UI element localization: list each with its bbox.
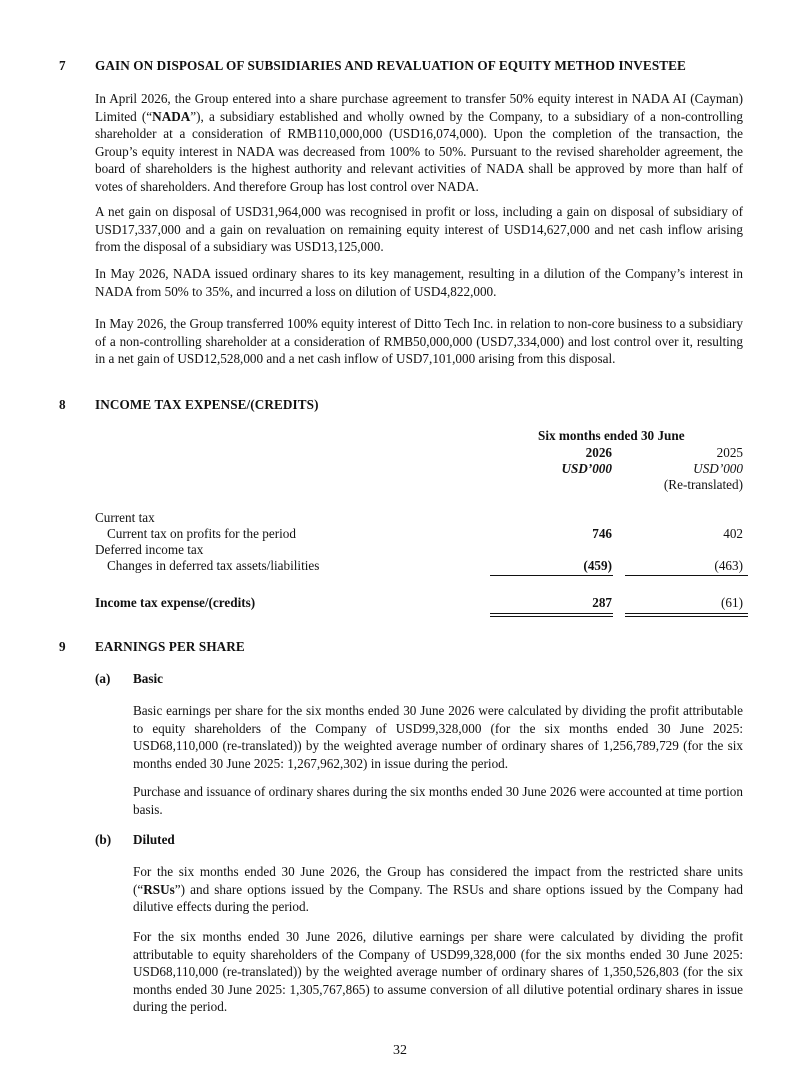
deferred-tax-heading: Deferred income tax <box>95 542 204 557</box>
section-7-number: 7 <box>59 58 66 73</box>
current-tax-label: Current tax on profits for the period <box>107 526 296 541</box>
column-unit-2026: USD’000 <box>561 461 612 476</box>
section-7-title: GAIN ON DISPOSAL OF SUBSIDIARIES AND REVALUATION OF EQUITY METHOD INVESTEE <box>95 58 686 73</box>
basic-eps-paragraph-2: Purchase and issuance of ordinary shares during the six months ended 30 June 2026 were accounted at time portion basis. <box>133 784 743 817</box>
diluted-eps-paragraph-2: For the six months ended 30 June 2026, dilutive earnings per share were calculated by dividing the profit attributable to equity shareholders of the Company of USD99,328,000 (for the six months ended 30 June 2025: USD68,110,000 (re-translated)) by the weighted average number of ordinary shares of 1,350,526,803 (for the six months ended 30 June 2025: 1,305,767,865) to assume conversion of all dilutive potential ordinary shares in issue during the period. <box>133 929 743 1014</box>
diluted-eps-paragraph-1 <box>133 863 743 916</box>
defined-term: RSUs <box>143 881 175 897</box>
section-7-paragraph-4: In May 2026, the Group transferred 100% equity interest of Ditto Tech Inc. in relation to non-core business to a subsidiary of a non-controlling shareholder at a consideration of RMB50,000,000 (USD7,334,000) and lost control over it, resulting in a net gain of USD12,528,000 and a net cash inflow of USD7,101,000 arising from this disposal. <box>95 316 743 366</box>
current-tax-2025: 402 <box>723 526 743 541</box>
total-double-rule-top-2025 <box>625 613 748 614</box>
total-double-rule-bottom-2025 <box>625 616 748 617</box>
subsection-b-title: Diluted <box>133 832 175 847</box>
column-year-2026: 2026 <box>585 445 612 460</box>
section-7-paragraph-3: In May 2026, NADA issued ordinary shares to its key management, resulting in a dilution of the Company’s interest in NADA from 50% to 35%, and incurred a loss on dilution of USD4,822,000. <box>95 266 743 299</box>
deferred-tax-2025: (463) <box>714 558 743 573</box>
current-tax-2026: 746 <box>592 526 612 541</box>
subsection-b-label: (b) <box>95 832 112 847</box>
deferred-tax-label: Changes in deferred tax assets/liabilities <box>107 558 320 573</box>
deferred-tax-2026: (459) <box>583 558 612 573</box>
paragraph-text: ”) and share options issued by the Company. The RSUs and share options issued by the Company had dilutive effects during the period. <box>133 881 743 914</box>
subsection-a-title: Basic <box>133 671 164 686</box>
section-9-number: 9 <box>59 639 66 654</box>
paragraph-text: In April 2026, the Group entered into a share purchase agreement to transfer 50% equity interest in NADA AI (Cayman) Limited (“ <box>95 91 743 124</box>
period-header: Six months ended 30 June <box>538 428 685 443</box>
section-9-title: EARNINGS PER SHARE <box>95 639 245 654</box>
current-tax-heading: Current tax <box>95 510 155 525</box>
subtotal-rule-2026 <box>490 575 613 576</box>
total-double-rule-bottom-2026 <box>490 616 613 617</box>
total-2025: (61) <box>721 595 743 610</box>
subsection-a-label: (a) <box>95 671 111 686</box>
section-8-number: 8 <box>59 397 66 412</box>
column-note-2025: (Re-translated) <box>663 477 743 492</box>
total-double-rule-top-2026 <box>490 613 613 614</box>
section-7-paragraph-2: A net gain on disposal of USD31,964,000 was recognised in profit or loss, including a gain on disposal of subsidiary of USD17,337,000 and a gain on revaluation on remaining equity interest of USD14,627,000 and net cash inflow arising from the disposal of a subsidiary was USD13,125,000. <box>95 204 743 254</box>
column-year-2025: 2025 <box>716 445 743 460</box>
defined-term: NADA <box>152 108 191 124</box>
paragraph-text: For the six months ended 30 June 2026, the Group has considered the impact from the restricted share units (“ <box>133 864 743 897</box>
column-unit-2025: USD’000 <box>693 461 743 476</box>
page-number: 32 <box>393 1043 407 1058</box>
section-8-title: INCOME TAX EXPENSE/(CREDITS) <box>95 397 319 412</box>
section-7-paragraph-1 <box>95 90 743 195</box>
total-2026: 287 <box>592 595 612 610</box>
paragraph-text: ”), a subsidiary established and wholly owned by the Company, to a subsidiary of a non-controlling shareholder at a consideration of RMB110,000,000 (USD16,074,000). Upon the completion of the transaction, the Group’s equity interest in NADA was decreased from 100% to 50%. Pursuant to the revised shareholder agreement, the board of shareholders is the highest authority and relevant activities of NADA shall be approved by more than half of votes of shareholders. And therefore Group has lost control over NADA. <box>95 108 744 194</box>
total-label: Income tax expense/(credits) <box>95 595 256 610</box>
subtotal-rule-2025 <box>625 575 748 576</box>
basic-eps-paragraph-1: Basic earnings per share for the six months ended 30 June 2026 were calculated by dividing the profit attributable to equity shareholders of the Company of USD99,328,000 (for the six months ended 30 June 2025: USD68,110,000 (re-translated)) by the weighted average number of ordinary shares of 1,256,789,729 (for the six months ended 30 June 2025: 1,267,962,302) in issue during the period. <box>133 703 743 771</box>
